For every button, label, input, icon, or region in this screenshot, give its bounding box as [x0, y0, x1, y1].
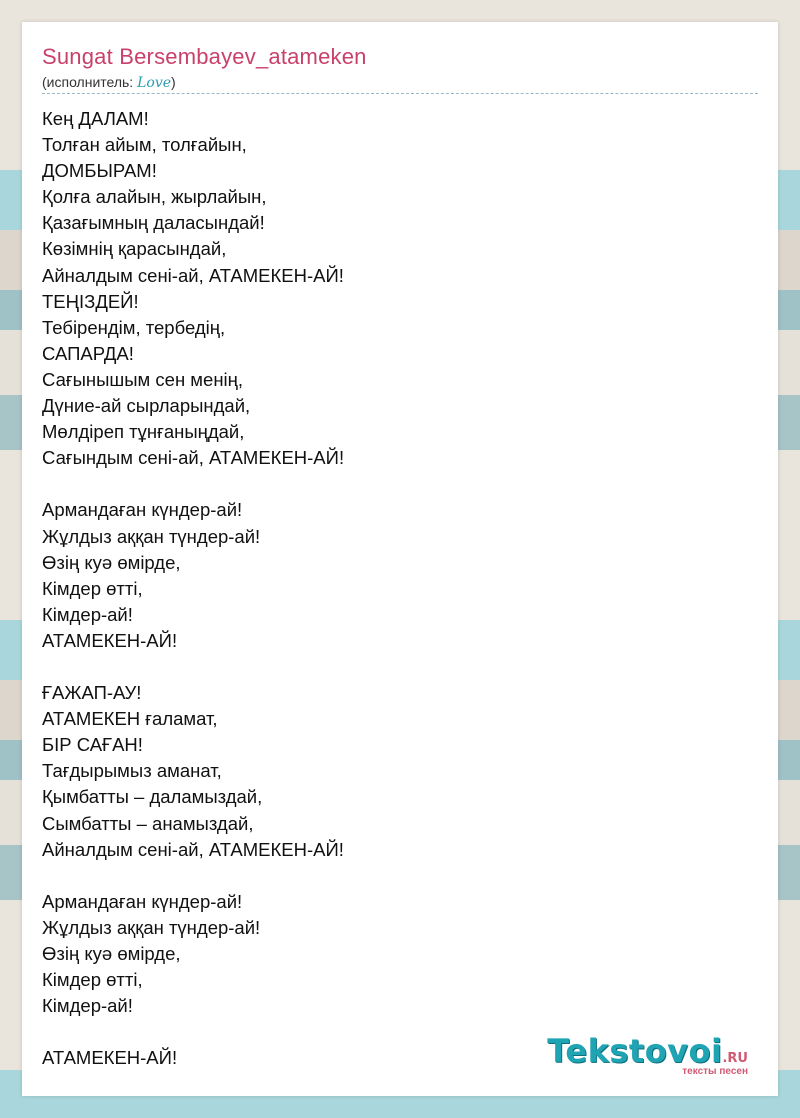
lyrics-card	[22, 22, 778, 1096]
artist-name[interactable]: Love	[137, 75, 172, 91]
logo-name: Tekstovoi	[547, 1032, 723, 1070]
lyrics-text: Кең ДАЛАМ! Толған айым, толғайын, ДОМБЫРАМ! Қолға алайын, жырлайын, Қазағымның даласындай! Көзімнің қарасындай, Айналдым сені-ай, АТАМЕКЕН-АЙ! ТЕҢІЗДЕЙ! Тебірендім, тербедің, САПАРДА! Сағынышым сен менің, Дүние-ай сырларындай, Мөлдіреп тұнғаныңдай, Сағындым сені-ай, АТАМЕКЕН-АЙ! Армандаған күндер-ай! Жұлдыз аққан түндер-ай! Өзің куә өмірде, Кімдер өтті, Кімдер-ай! АТАМЕКЕН-АЙ! ҒАЖАП-АУ! АТАМЕКЕН ғаламат, БІР САҒАН! Тағдырымыз аманат, Қымбатты – даламыздай, Сымбатты – анамыздай, Айналдым сені-ай, АТАМЕКЕН-АЙ! Армандаған күндер-ай! Жұлдыз аққан түндер-ай! Өзің куә өмірде, Кімдер өтті, Кімдер-ай! АТАМЕКЕН-АЙ!	[42, 108, 345, 1069]
logo-tagline: тексты песен	[682, 1066, 748, 1077]
performer-prefix: (исполнитель:	[42, 74, 138, 90]
logo-tld: .RU	[722, 1051, 748, 1066]
site-logo[interactable]	[547, 1032, 748, 1077]
performer-line	[42, 74, 176, 91]
performer-suffix: )	[171, 74, 176, 90]
song-title: Sungat Bersembayev_atameken	[42, 44, 367, 69]
dashed-divider	[42, 93, 758, 94]
